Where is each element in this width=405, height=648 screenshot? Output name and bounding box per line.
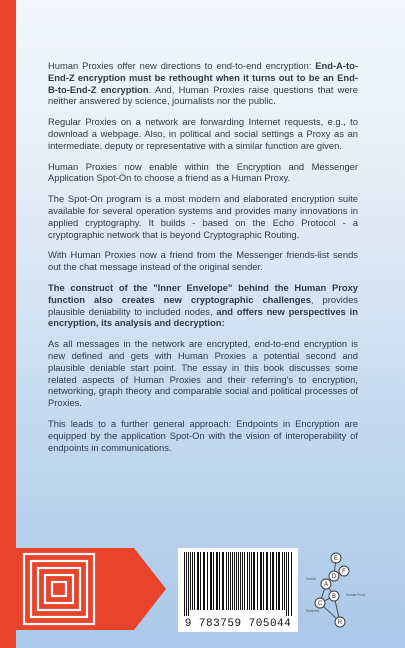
publisher-logo [16, 548, 166, 630]
graph-node-label: R [337, 620, 343, 626]
barcode-bar [226, 552, 227, 610]
blurb-paragraph [48, 338, 358, 409]
barcode-bar [279, 552, 280, 610]
network-graph-diagram [306, 548, 396, 630]
blurb-paragraph [48, 418, 358, 453]
bold-text-run: End-A-to-End-Z encryption must be rethought when it turns out to be an End-B-to-End-Z encryption [48, 60, 358, 95]
barcode-bar [200, 552, 201, 610]
graph-node-label: C [317, 601, 323, 607]
barcode-bars [184, 552, 292, 616]
barcode-bar [222, 552, 223, 610]
graph-node-label: A [323, 582, 329, 588]
barcode-bar [247, 552, 248, 610]
graph-node-label: B [331, 594, 337, 600]
barcode-bar [291, 552, 292, 616]
barcode-bar [273, 552, 274, 610]
blurb-paragraph [48, 60, 358, 107]
text-run: The Spot-On program is a most modern and elaborated encryption suite available for several operation systems and provides many innovations in applied cryptography. It builds - based on the Echo Protocol - a cryptographic network that is beyond Cryptographic Routing. [48, 193, 358, 240]
blurb-paragraph [48, 282, 358, 329]
graph-caption: Sender [306, 577, 317, 581]
barcode-bar [267, 552, 268, 610]
text-run: As all messages in the network are encrypted, end-to-end encryption is new defined and gets with Human Proxies a potential second and plausible deniable start point. The essay in this book discusses some related aspects of Human Proxies and their referring's to encryption, networking, graph theory and comparable social and political processes of Proxies. [48, 338, 358, 409]
text-run: Regular Proxies on a network are forwarding Internet requests, e.g., to download a webpage. Also, in political and social settings a Proxy as an intermediate, deputy or representative with a similar function are given. [48, 116, 358, 151]
isbn-barcode [178, 548, 298, 632]
back-cover-blurb [48, 60, 358, 462]
barcode-bar [284, 552, 285, 610]
text-run: . And, Human Proxies raise questions that were neither answered by science, journalists nor the public. [48, 83, 358, 107]
barcode-bar [254, 552, 255, 610]
bold-text-run: and offers new perspectives in encryption, its analysis and decryption: [48, 305, 358, 329]
blurb-paragraph [48, 193, 358, 240]
barcode-bar [184, 552, 185, 616]
barcode-bar [244, 552, 245, 610]
text-run: Human Proxies offer new directions to end-to-end encryption: [48, 60, 316, 71]
barcode-bar [219, 552, 220, 610]
barcode-bar [240, 552, 241, 610]
blurb-paragraph [48, 116, 358, 151]
blurb-paragraph [48, 161, 358, 185]
barcode-bar [263, 552, 264, 610]
graph-node-label: D [331, 574, 337, 580]
graph-node-label: F [342, 569, 346, 575]
barcode-bar [190, 552, 191, 610]
graph-caption: Human Proxy [346, 593, 366, 597]
text-run: Human Proxies now enable within the Encryption and Messenger Application Spot-On to choose a friend as a Human Proxy. [48, 160, 358, 184]
barcode-bar [234, 552, 235, 610]
barcode-bar [213, 552, 214, 610]
graph-node-label: E [333, 556, 339, 562]
barcode-bar [192, 552, 193, 610]
graph-caption: Recipient [306, 609, 320, 613]
text-run: This leads to a further general approach: Endpoints in Encryption are equipped by the application Spot-On with the vision of interoperability of endpoints in communications. [48, 417, 358, 453]
barcode-bar [207, 552, 208, 610]
bold-text-run: The construct of the "Inner Envelope" behind the Human Proxy function also creates new cryptographic challenges [48, 281, 358, 305]
text-run: , provides plausible deniability to included nodes, [48, 293, 358, 317]
isbn-number: 9 783759 705044 [184, 618, 292, 630]
red-spine-strip [0, 0, 16, 648]
barcode-bar [203, 552, 204, 610]
text-run: With Human Proxies now a friend from the Messenger friends-list sends out the chat message instead of the original sender. [48, 249, 358, 273]
blurb-paragraph [48, 249, 358, 273]
barcode-bar [257, 552, 258, 610]
